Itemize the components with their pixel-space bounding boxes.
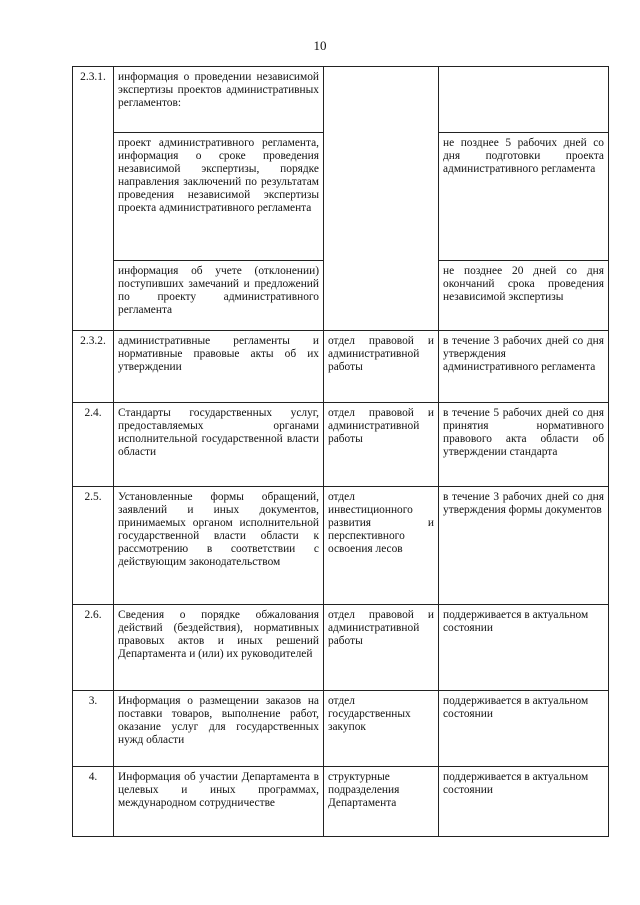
row-number bbox=[73, 261, 114, 331]
info-cell: Установленные формы обращений, заявлений и иных документов, принимаемых органом исполнительной государственной власти области к рассмотрению в соответствии с действующим законодательством bbox=[114, 487, 324, 605]
row-number: 2.3.2. bbox=[73, 331, 114, 403]
department-cell bbox=[324, 133, 439, 261]
info-cell: Стандарты государственных услуг, предоставляемых органами исполнительной государственной власти области bbox=[114, 403, 324, 487]
table-row bbox=[73, 67, 609, 133]
table-row bbox=[73, 487, 609, 605]
row-number: 2.4. bbox=[73, 403, 114, 487]
term-cell: не позднее 20 дней со дня окончаний срока проведения независимой экспертизы bbox=[439, 261, 609, 331]
info-cell: Информация об участии Департамента в целевых и иных программах, международном сотрудничестве bbox=[114, 767, 324, 837]
term-cell: в течение 3 рабочих дней со дня утверждения административного регламента bbox=[439, 331, 609, 403]
table-row bbox=[73, 691, 609, 767]
page-number: 10 bbox=[313, 38, 327, 53]
info-cell: Информация о размещении заказов на поставки товаров, выполнение работ, оказание услуг для государственных нужд области bbox=[114, 691, 324, 767]
info-cell: Сведения о порядке обжалования действий (бездействия), нормативных правовых актов и иных решений Департамента и (или) их руководителей bbox=[114, 605, 324, 691]
department-cell: отдел правовой и административной работы bbox=[324, 403, 439, 487]
department-cell: отдел государственных закупок bbox=[324, 691, 439, 767]
term-cell: не позднее 5 рабочих дней со дня подготовки проекта административного регламента bbox=[439, 133, 609, 261]
table-row bbox=[73, 331, 609, 403]
department-cell: отдел правовой и административной работы bbox=[324, 331, 439, 403]
table-row bbox=[73, 403, 609, 487]
info-cell: проект административного регламента, информация о сроке проведения независимой экспертизы, порядке направления заключений по результатам проведения независимой экспертизы проекта административного регламента bbox=[114, 133, 324, 261]
info-cell: административные регламенты и нормативные правовые акты об их утверждении bbox=[114, 331, 324, 403]
document-table bbox=[72, 66, 609, 837]
row-number: 2.3.1. bbox=[73, 67, 114, 133]
row-number: 4. bbox=[73, 767, 114, 837]
table-row bbox=[73, 133, 609, 261]
info-cell: информация о проведении независимой экспертизы проектов административных регламентов: bbox=[114, 67, 324, 133]
table-row bbox=[73, 767, 609, 837]
department-cell bbox=[324, 67, 439, 133]
term-cell bbox=[439, 67, 609, 133]
row-number: 2.5. bbox=[73, 487, 114, 605]
department-cell bbox=[324, 261, 439, 331]
row-number bbox=[73, 133, 114, 261]
info-cell: информация об учете (отклонении) поступивших замечаний и предложений по проекту административного регламента bbox=[114, 261, 324, 331]
term-cell: поддерживается в актуальном состоянии bbox=[439, 767, 609, 837]
term-cell: в течение 5 рабочих дней со дня принятия нормативного правового акта области об утверждении стандарта bbox=[439, 403, 609, 487]
table-row bbox=[73, 261, 609, 331]
table-row bbox=[73, 605, 609, 691]
department-cell: отдел инвестиционного развития и перспективного освоения лесов bbox=[324, 487, 439, 605]
term-cell: поддерживается в актуальном состоянии bbox=[439, 691, 609, 767]
term-cell: в течение 3 рабочих дней со дня утверждения формы документов bbox=[439, 487, 609, 605]
term-cell: поддерживается в актуальном состоянии bbox=[439, 605, 609, 691]
department-cell: структурные подразделения Департамента bbox=[324, 767, 439, 837]
row-number: 3. bbox=[73, 691, 114, 767]
row-number: 2.6. bbox=[73, 605, 114, 691]
department-cell: отдел правовой и административной работы bbox=[324, 605, 439, 691]
